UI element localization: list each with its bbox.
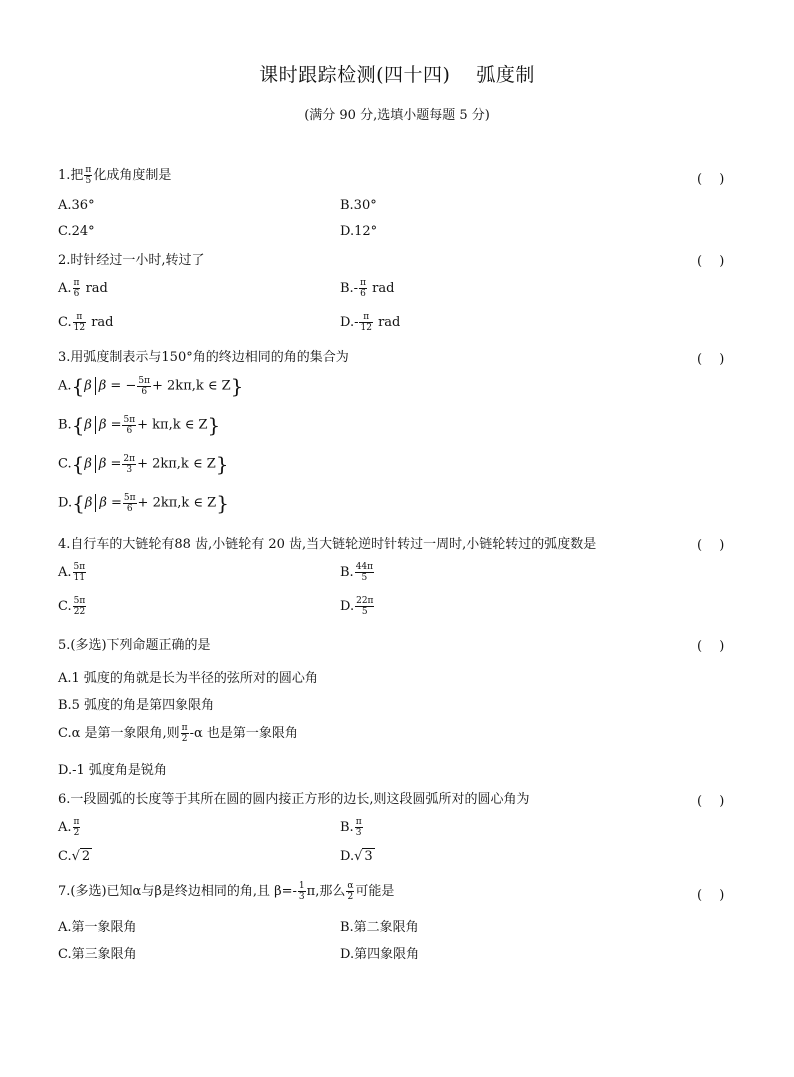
- sqrt-sign: √: [354, 849, 363, 864]
- fraction: [73, 596, 87, 617]
- set-condition-right: + 2kπ,k ∈ Z: [152, 378, 231, 394]
- unit: rad: [91, 315, 114, 330]
- set-variable: β: [84, 417, 92, 433]
- question-2: 2.时针经过一小时,转过了: [58, 253, 205, 268]
- q2-option-c: [58, 312, 114, 333]
- option-text: -α 也是第一象限角: [189, 726, 298, 741]
- question-5: 5.(多选)下列命题正确的是: [58, 638, 211, 653]
- fraction-numerator: π: [73, 817, 80, 827]
- brace-open: {: [71, 413, 85, 437]
- fraction: [359, 312, 372, 333]
- fraction: [122, 454, 136, 475]
- answer-paren: ( ): [697, 794, 725, 809]
- question-4: 4.自行车的大链轮有88 齿,小链轮有 20 齿,当大链轮逆时针转过一周时,小链轮转过的弧度数是: [58, 537, 597, 552]
- q7-option-a: A.第一象限角: [58, 920, 137, 935]
- fraction-numerator: 22π: [356, 596, 374, 606]
- page-subtitle: (满分 90 分,选填小题每题 5 分): [304, 108, 490, 123]
- fraction-denominator: 5: [361, 573, 368, 583]
- q2-option-a: [58, 278, 108, 299]
- option-letter: D.: [58, 495, 73, 511]
- fraction-denominator: 5: [85, 176, 92, 186]
- fraction-denominator: 22: [73, 607, 86, 617]
- unit: rad: [372, 281, 395, 296]
- set-variable: β: [84, 378, 92, 394]
- fraction: [122, 415, 136, 436]
- option-letter: B.-: [340, 281, 359, 296]
- q6-option-d: [340, 849, 375, 864]
- q3-option-d: [58, 491, 229, 515]
- q1-option-c: C.24°: [58, 224, 95, 239]
- q3-option-b: [58, 413, 220, 437]
- page-title: 课时跟踪检测(四十四) 弧度制: [259, 64, 535, 86]
- q4-option-c: [58, 596, 87, 617]
- fraction-numerator: 44π: [355, 562, 374, 572]
- option-letter: A.: [58, 565, 72, 580]
- fraction: [355, 817, 363, 838]
- fraction: [298, 881, 306, 902]
- brace-close: }: [216, 491, 229, 515]
- fraction-numerator: 2π: [123, 453, 136, 464]
- option-letter: B.: [340, 565, 354, 580]
- fraction-numerator: 5π: [73, 562, 86, 572]
- fraction-denominator: 6: [141, 386, 148, 397]
- brace-open: {: [71, 374, 85, 398]
- fraction-denominator: 2: [347, 892, 354, 902]
- question-3: 3.用弧度制表示与150°角的终边相同的角的集合为: [58, 350, 349, 365]
- question-1: [58, 164, 171, 186]
- q2-option-d: [340, 312, 400, 333]
- fraction-numerator: α: [347, 881, 354, 891]
- q6-option-c: [58, 849, 92, 864]
- fraction-numerator: π: [355, 817, 362, 827]
- brace-open: {: [72, 491, 85, 515]
- option-letter: A.: [58, 820, 72, 835]
- brace-close: }: [215, 452, 229, 476]
- question-1-suffix: 化成角度制是: [93, 168, 172, 183]
- set-divider: [95, 416, 96, 434]
- set-condition-right: + 2kπ,k ∈ Z: [137, 495, 217, 511]
- option-letter: D.-: [340, 315, 359, 330]
- option-letter: C.: [58, 599, 72, 614]
- fraction: [346, 881, 354, 902]
- question-7-text: 7.(多选)已知α与β是终边相同的角,且 β=-: [58, 884, 297, 899]
- fraction-denominator: 12: [360, 323, 372, 333]
- radicand: 2: [81, 849, 91, 864]
- question-7-text: 可能是: [355, 884, 395, 899]
- answer-paren: ( ): [697, 538, 725, 553]
- fraction: [355, 596, 374, 617]
- q7-option-b: B.第二象限角: [340, 920, 419, 935]
- fraction: [123, 493, 137, 514]
- set-divider: [95, 377, 96, 395]
- set-condition-left: β =: [99, 495, 122, 511]
- q5-option-c: [58, 722, 298, 744]
- answer-paren: ( ): [697, 352, 725, 367]
- fraction-denominator: 6: [360, 289, 366, 299]
- q6-option-b: [340, 817, 364, 838]
- set-variable: β: [84, 456, 92, 472]
- set-divider: [95, 455, 96, 473]
- set-variable: β: [84, 495, 93, 511]
- q1-option-d: D.12°: [340, 224, 378, 239]
- set-condition-left: β =: [98, 417, 122, 433]
- option-letter: D.: [340, 849, 355, 864]
- fraction-numerator: 1: [298, 881, 305, 891]
- fraction-denominator: 2: [73, 828, 80, 838]
- fraction-denominator: 6: [126, 425, 133, 436]
- q2-option-b: [340, 278, 394, 299]
- option-letter: B.: [340, 820, 354, 835]
- q4-option-a: [58, 562, 87, 583]
- fraction: [73, 312, 86, 333]
- fraction-numerator: π: [359, 312, 372, 323]
- sqrt-sign: √: [71, 849, 80, 864]
- question-1-prefix: 1.把: [58, 168, 84, 183]
- fraction-denominator: 11: [73, 573, 86, 583]
- q5-option-b: B.5 弧度的角是第四象限角: [58, 698, 215, 713]
- q5-option-a: A.1 弧度的角就是长为半径的弦所对的圆心角: [58, 671, 318, 686]
- answer-paren: ( ): [697, 639, 725, 654]
- option-letter: C.: [58, 849, 72, 864]
- fraction-denominator: 3: [126, 464, 133, 475]
- q4-option-d: [340, 596, 375, 617]
- question-6: 6.一段圆弧的长度等于其所在圆的圆内接正方形的边长,则这段圆弧所对的圆心角为: [58, 792, 530, 807]
- brace-close: }: [207, 413, 221, 437]
- option-letter: B.: [58, 417, 72, 433]
- option-letter: D.: [340, 599, 355, 614]
- brace-open: {: [71, 452, 85, 476]
- q3-option-a: [58, 374, 243, 398]
- fraction: [73, 278, 81, 299]
- q1-option-b: B.30°: [340, 198, 377, 213]
- fraction-denominator: 6: [126, 503, 133, 514]
- set-condition-right: + 2kπ,k ∈ Z: [137, 456, 216, 472]
- set-divider: [95, 494, 96, 512]
- fraction: [355, 562, 374, 583]
- q4-option-b: [340, 562, 375, 583]
- fraction-numerator: 5π: [73, 596, 86, 606]
- option-letter: C.: [58, 315, 72, 330]
- fraction-numerator: π: [85, 165, 92, 175]
- fraction-numerator: 5π: [138, 375, 151, 386]
- q7-option-d: D.第四象限角: [340, 947, 420, 962]
- fraction-denominator: 3: [298, 892, 305, 902]
- fraction-denominator: 2: [181, 734, 188, 744]
- answer-paren: ( ): [697, 888, 725, 903]
- unit: rad: [85, 281, 108, 296]
- q5-option-d: D.-1 弧度角是锐角: [58, 763, 167, 778]
- answer-paren: ( ): [697, 254, 725, 269]
- fraction: [84, 165, 92, 186]
- radicand: 3: [364, 849, 373, 864]
- fraction-denominator: 5: [361, 607, 368, 617]
- option-letter: A.: [58, 378, 72, 394]
- unit: rad: [378, 315, 401, 330]
- fraction-numerator: 5π: [123, 414, 136, 425]
- fraction-denominator: 3: [355, 828, 362, 838]
- fraction-numerator: π: [73, 278, 80, 288]
- fraction-numerator: 5π: [123, 492, 136, 503]
- fraction: [181, 723, 189, 744]
- fraction: [73, 562, 87, 583]
- q3-option-c: [58, 452, 228, 476]
- question-7-text: π,那么: [306, 884, 346, 899]
- set-condition-left: β = −: [98, 378, 137, 394]
- fraction-denominator: 12: [73, 323, 86, 333]
- fraction-numerator: π: [181, 723, 188, 733]
- fraction: [137, 376, 151, 397]
- fraction: [73, 817, 81, 838]
- fraction-numerator: π: [360, 278, 366, 288]
- fraction-numerator: π: [73, 312, 86, 323]
- sqrt-expression: [354, 849, 375, 864]
- q1-option-a: A.36°: [58, 198, 95, 213]
- fraction: [359, 278, 367, 299]
- q7-option-c: C.第三象限角: [58, 947, 137, 962]
- option-letter: A.: [58, 281, 72, 296]
- sqrt-expression: [72, 849, 93, 864]
- option-letter: C.: [58, 456, 72, 472]
- brace-close: }: [230, 374, 244, 398]
- set-condition-left: β =: [98, 456, 122, 472]
- set-condition-right: + kπ,k ∈ Z: [137, 417, 208, 433]
- option-text: C.α 是第一象限角,则: [58, 726, 180, 741]
- q6-option-a: [58, 817, 81, 838]
- fraction-denominator: 6: [73, 289, 80, 299]
- answer-paren: ( ): [697, 172, 725, 187]
- question-7: [58, 880, 394, 902]
